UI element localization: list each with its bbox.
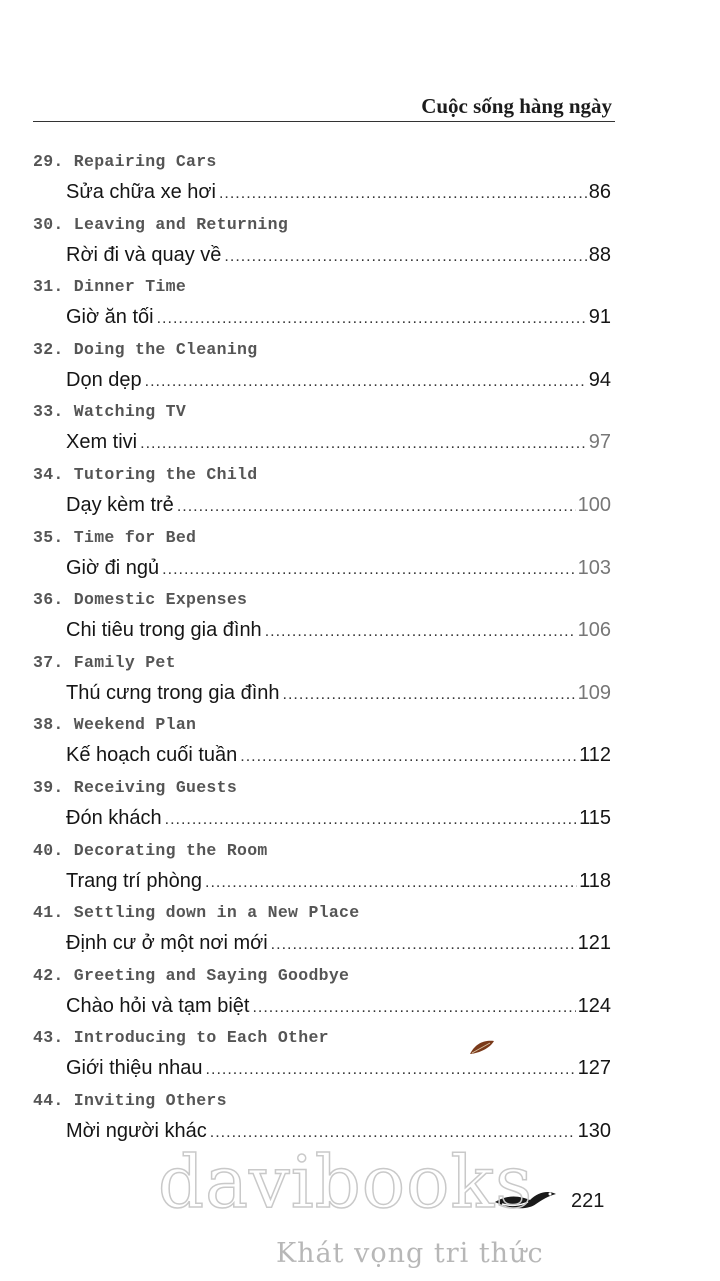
page-number: 221	[571, 1190, 605, 1212]
toc-english-title: 30. Leaving and Returning	[33, 214, 289, 234]
toc-english-title: 32. Doing the Cleaning	[33, 339, 258, 359]
toc-vietnamese-line	[66, 995, 611, 1018]
toc-page-number: 121	[577, 932, 611, 955]
dot-leader	[140, 435, 587, 453]
toc-entry	[33, 837, 611, 900]
toc-vietnamese-line	[66, 369, 611, 392]
toc-english-title: 37. Family Pet	[33, 652, 176, 672]
toc-vietnamese-line	[66, 1057, 611, 1080]
toc-entry	[33, 899, 611, 962]
toc-vietnamese-title: Dọn dẹp	[66, 368, 142, 391]
toc-entry	[33, 211, 611, 274]
dot-leader	[162, 561, 575, 579]
dot-leader	[265, 623, 576, 641]
toc-vietnamese-title: Giờ ăn tối	[66, 306, 154, 329]
toc-english-title: 39. Receiving Guests	[33, 777, 238, 797]
toc-vietnamese-line	[66, 431, 611, 454]
toc-entry	[33, 774, 611, 837]
toc-vietnamese-line	[66, 682, 611, 705]
toc-page-number: 88	[588, 243, 611, 266]
toc-vietnamese-title: Trang trí phòng	[66, 869, 203, 892]
toc-vietnamese-title: Giờ đi ngủ	[66, 556, 160, 579]
toc-page-number: 127	[577, 1057, 611, 1080]
dot-leader	[252, 999, 575, 1017]
toc-entry	[33, 524, 611, 587]
toc-page-number: 118	[579, 869, 611, 892]
toc-entry	[33, 148, 611, 211]
toc-vietnamese-title: Dạy kèm trẻ	[66, 493, 174, 516]
toc-english-title: 44. Inviting Others	[33, 1090, 227, 1110]
toc-english-title: 41. Settling down in a New Place	[33, 903, 360, 923]
toc-vietnamese-line	[66, 244, 611, 267]
toc-page-number: 130	[577, 1119, 611, 1142]
toc-vietnamese-title: Giới thiệu nhau	[66, 1057, 203, 1080]
dot-leader	[157, 310, 587, 328]
dot-leader	[145, 373, 587, 391]
dot-leader	[240, 748, 577, 766]
toc-english-title: 38. Weekend Plan	[33, 715, 197, 735]
toc-vietnamese-line	[66, 619, 611, 642]
toc-entry	[33, 962, 611, 1025]
toc-entry	[33, 649, 611, 712]
toc-entry	[33, 461, 611, 524]
leaf-icon	[468, 1038, 496, 1056]
toc-english-title: 31. Dinner Time	[33, 277, 187, 297]
dot-leader	[271, 936, 576, 954]
toc-page-number: 94	[588, 368, 611, 391]
dot-leader	[283, 686, 576, 704]
toc-entry	[33, 586, 611, 649]
dot-leader	[165, 811, 577, 829]
toc-vietnamese-line	[66, 494, 611, 517]
toc-vietnamese-title: Xem tivi	[66, 431, 138, 454]
toc-vietnamese-line	[66, 306, 611, 329]
toc-english-title: 40. Decorating the Room	[33, 840, 268, 860]
watermark-brand: davibooks	[158, 1140, 534, 1224]
watermark-tagline: Khát vọng tri thức	[276, 1238, 544, 1269]
running-header: Cuộc sống hàng ngày	[421, 94, 612, 118]
toc-vietnamese-line	[66, 181, 611, 204]
toc-entry	[33, 273, 611, 336]
toc-vietnamese-title: Thú cưng trong gia đình	[66, 681, 280, 704]
toc-english-title: 34. Tutoring the Child	[33, 464, 258, 484]
table-of-contents	[33, 148, 611, 1150]
toc-page-number: 91	[588, 306, 611, 329]
dot-leader	[205, 874, 577, 892]
toc-english-title: 29. Repairing Cars	[33, 152, 217, 171]
toc-entry	[33, 398, 611, 461]
toc-page-number: 109	[577, 681, 611, 704]
dot-leader	[206, 1061, 576, 1079]
toc-page-number: 97	[588, 431, 611, 454]
toc-vietnamese-title: Mời người khác	[66, 1119, 207, 1142]
toc-vietnamese-title: Rời đi và quay về	[66, 243, 222, 266]
toc-vietnamese-title: Sửa chữa xe hơi	[66, 181, 216, 203]
toc-vietnamese-title: Chào hỏi và tạm biệt	[66, 994, 250, 1017]
toc-entry	[33, 1024, 611, 1087]
toc-english-title: 43. Introducing to Each Other	[33, 1028, 329, 1048]
toc-page-number: 103	[577, 556, 611, 579]
toc-vietnamese-line	[66, 870, 611, 893]
toc-page-number: 86	[588, 181, 611, 203]
toc-page-number: 115	[579, 806, 611, 829]
toc-vietnamese-title: Định cư ở một nơi mới	[66, 932, 268, 955]
header-divider	[33, 121, 615, 122]
toc-page-number: 106	[577, 619, 611, 642]
toc-english-title: 42. Greeting and Saying Goodbye	[33, 965, 350, 985]
toc-page-number: 124	[577, 994, 611, 1017]
toc-vietnamese-title: Chi tiêu trong gia đình	[66, 619, 262, 642]
toc-vietnamese-line	[66, 744, 611, 767]
toc-english-title: 36. Domestic Expenses	[33, 590, 248, 610]
toc-page-number: 100	[577, 493, 611, 516]
toc-english-title: 33. Watching TV	[33, 402, 187, 422]
dot-leader	[219, 185, 587, 203]
toc-entry	[33, 336, 611, 399]
toc-page-number: 112	[579, 744, 611, 767]
dot-leader	[224, 248, 586, 266]
toc-entry	[33, 711, 611, 774]
toc-vietnamese-line	[66, 557, 611, 580]
toc-english-title: 35. Time for Bed	[33, 527, 197, 547]
toc-vietnamese-title: Đón khách	[66, 806, 162, 829]
toc-vietnamese-line	[66, 932, 611, 955]
toc-vietnamese-title: Kế hoạch cuối tuần	[66, 744, 238, 767]
toc-vietnamese-line	[66, 807, 611, 830]
dot-leader	[177, 498, 576, 516]
